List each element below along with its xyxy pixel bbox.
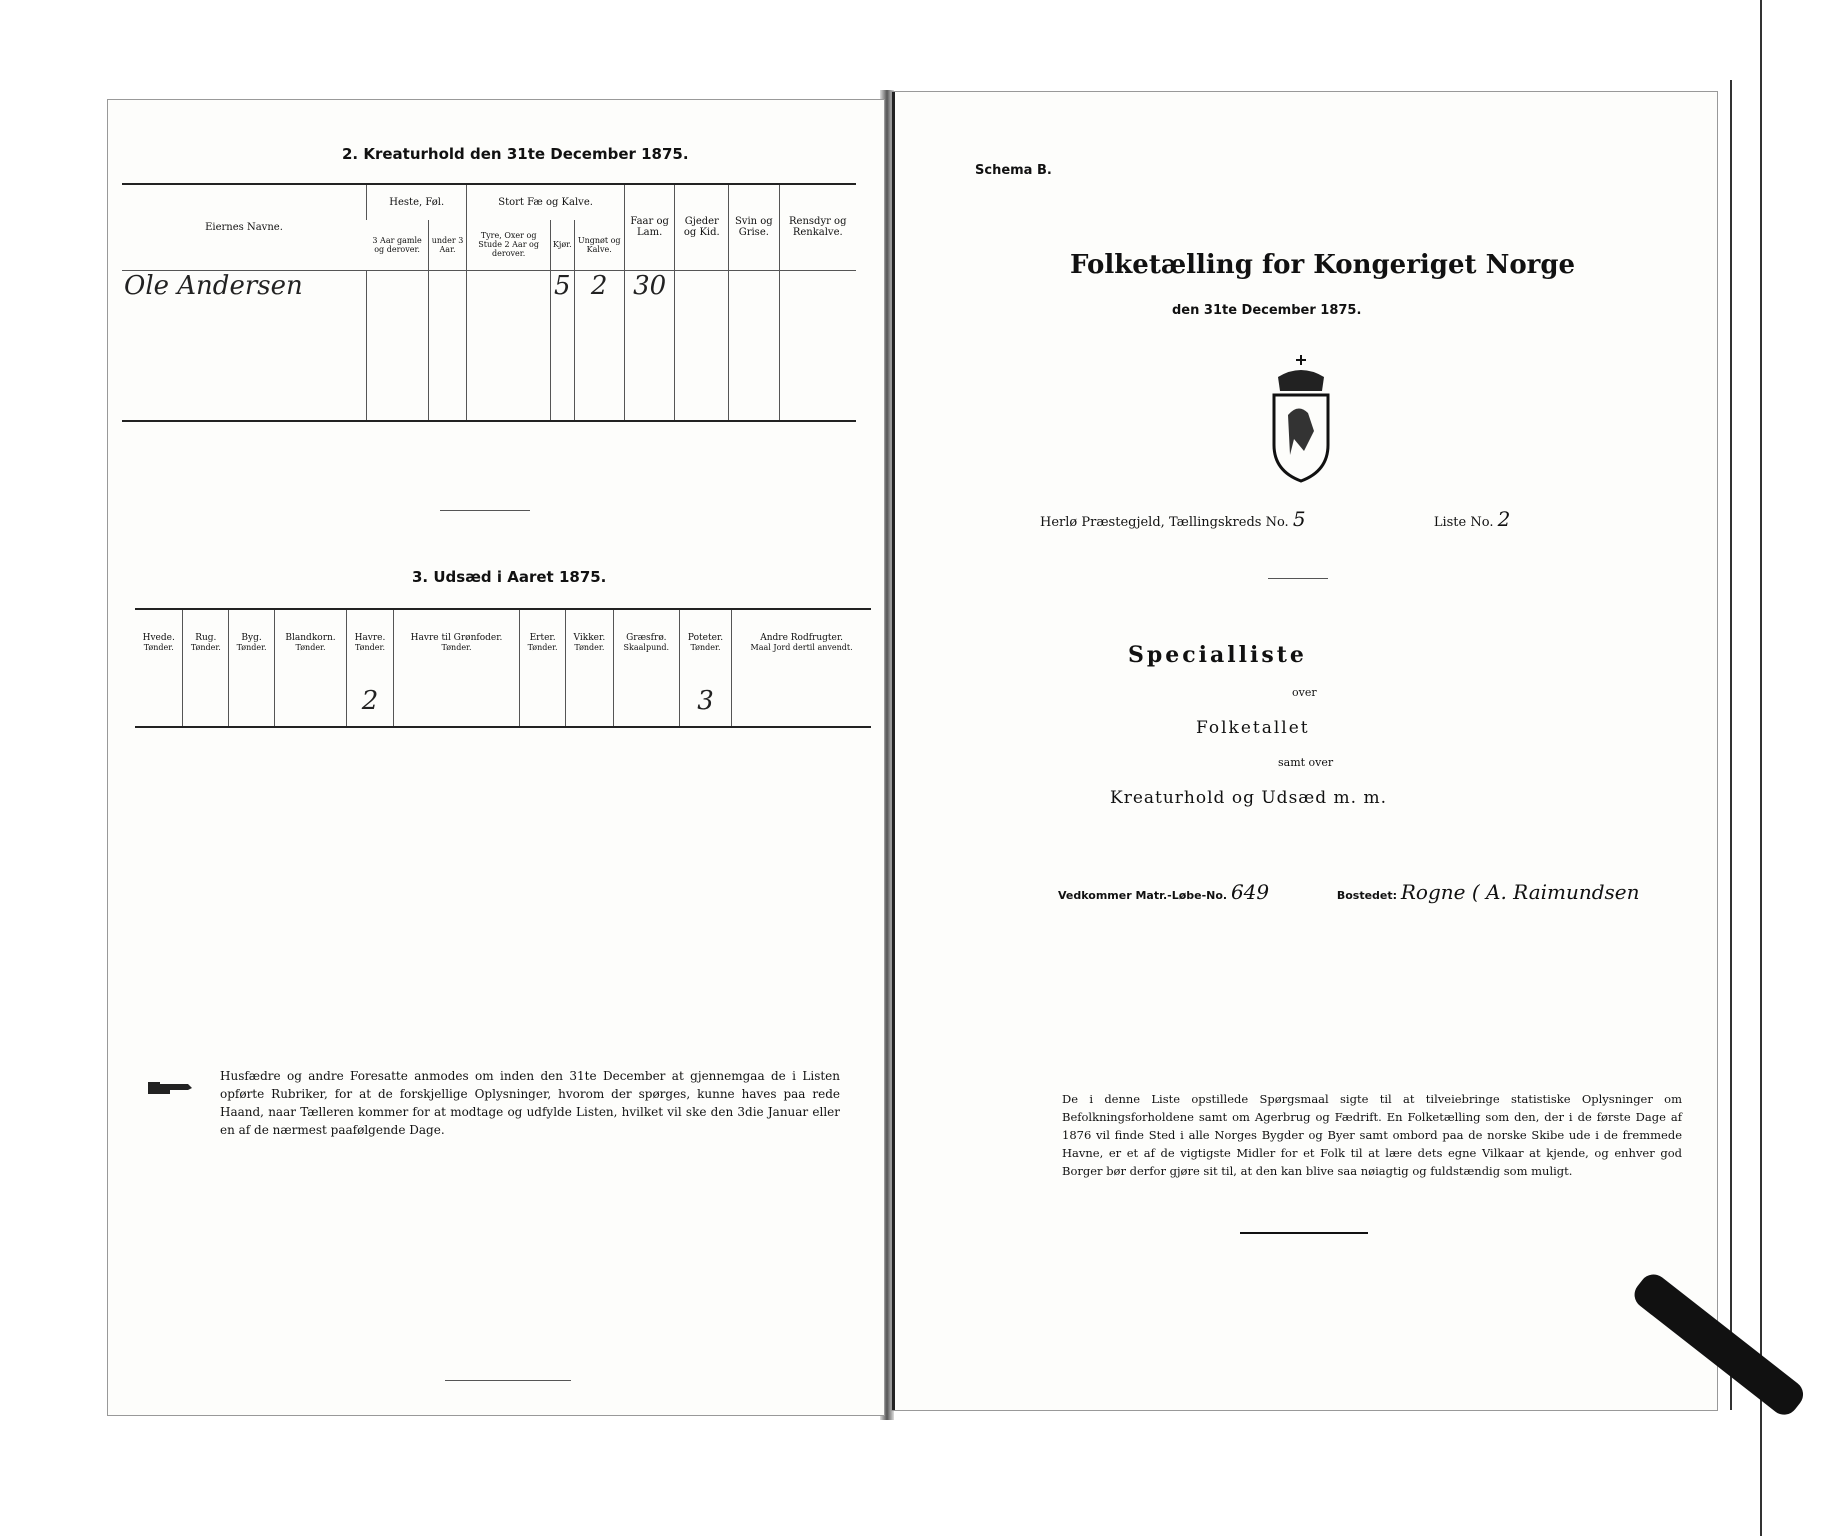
reindeer-header: Rensdyr og Renkalve.: [779, 184, 856, 270]
crop-unit: Tønder.: [143, 643, 174, 652]
sowing-value: [732, 675, 871, 727]
crop-unit: Skaalpund.: [623, 643, 670, 652]
crop-name: Rug.: [195, 633, 217, 643]
young-cattle-value: 2: [574, 270, 624, 301]
parish-label: Herlø Præstegjeld,: [1040, 515, 1165, 530]
sowing-value: [229, 675, 275, 727]
pigs-header: Svin og Grise.: [729, 184, 779, 270]
bulls-header: Tyre, Oxer og Stude 2 Aar og derover.: [467, 220, 550, 270]
crop-unit: Tønder.: [441, 643, 472, 652]
crop-unit: Tønder.: [236, 643, 267, 652]
over-label: over: [1292, 686, 1317, 699]
page-edge: [1760, 0, 1762, 1536]
section2-title: 2. Kreaturhold den 31te December 1875.: [342, 145, 689, 163]
sheep-value: 30: [624, 270, 675, 301]
property-number-label: Vedkommer Matr.-Løbe-No.: [1058, 889, 1228, 902]
divider: [1240, 1232, 1368, 1234]
sowing-value: [520, 675, 566, 727]
sowing-value: 2: [347, 675, 394, 727]
property-number: 649: [1230, 880, 1270, 904]
crop-name: Byg.: [241, 633, 262, 643]
crop-unit: Tønder.: [574, 643, 605, 652]
instruction-note: Husfædre og andre Foresatte anmodes om inden den 31te December at gjennemgaa de i Listen opførte Rubriker, for at de forskjellige Oplysninger, hvorom der spørges, kunne haves paa rede Haand, naar Tælleren kommer for at modtage og udfylde Listen, hvilket vil ske den 3die Januar eller en af de nærmest paafølgende Dage.: [220, 1069, 840, 1137]
crop-unit: Tønder.: [354, 643, 385, 652]
crop-unit: Tønder.: [190, 643, 221, 652]
crop-name: Havre til Grønfoder.: [410, 633, 503, 643]
owner-name: Ole Andersen: [124, 270, 303, 301]
young-cattle-header: Ungnøt og Kalve.: [574, 220, 624, 270]
sowing-header: [732, 609, 871, 675]
sowing-value: [565, 675, 613, 727]
sowing-table: [135, 608, 871, 728]
livestock-sowing-label: Kreaturhold og Udsæd m. m.: [1110, 788, 1388, 808]
sowing-header: [229, 609, 275, 675]
horses-header: Heste, Føl.: [367, 184, 467, 220]
sowing-header: [520, 609, 566, 675]
list-number: 2: [1497, 507, 1511, 531]
cattle-header: Stort Fæ og Kalve.: [467, 184, 624, 220]
sowing-header: [393, 609, 519, 675]
crop-unit: Tønder.: [295, 643, 326, 652]
location-line: [1040, 507, 1510, 531]
sowing-value: [274, 675, 346, 727]
schema-label: Schema B.: [975, 163, 1052, 178]
right-page: [892, 92, 1717, 1410]
sowing-value: [135, 675, 183, 727]
crop-name: Andre Rodfrugter.: [760, 633, 844, 643]
special-list-title: Specialliste: [1128, 642, 1307, 668]
page-edge: [1730, 80, 1732, 1410]
goats-header: Gjeder og Kid.: [675, 184, 729, 270]
census-title: Folketælling for Kongeriget Norge: [1070, 250, 1576, 280]
sowing-header: [565, 609, 613, 675]
crop-unit: Maal Jord dertil anvendt.: [750, 643, 853, 652]
district-label: Tællingskreds No.: [1168, 515, 1289, 530]
also-over-label: samt over: [1278, 756, 1334, 769]
sowing-header: [183, 609, 229, 675]
district-number: 5: [1292, 507, 1306, 531]
pointing-hand-icon: [148, 1078, 194, 1098]
purpose-note: De i denne Liste opstillede Spørgsmaal sigte til at tilveiebringe statistiske Oplysninger om Befolkningsforholdene samt om Agerbrug og Fædrift. En Folketælling som den, der i de første Dage af 1876 vil finde Sted i alle Norges Bygder og Byer samt ombord paa de norske Skibe ude i de fremmede Havne, er et af de vigtigste Midler for et Folk til at lære dets egne Vilkaar at kjende, og enhver god Borger bør derfor gjøre sit til, at den kan blive saa nøiagtig og fuldstændig som muligt.: [1062, 1092, 1682, 1178]
residence-value: Rogne ( A. Raimundsen: [1400, 880, 1640, 904]
sowing-header: [135, 609, 183, 675]
sowing-header: [347, 609, 394, 675]
property-line: [1058, 880, 1640, 904]
section3-title: 3. Udsæd i Aaret 1875.: [412, 568, 607, 586]
crop-unit: Tønder.: [690, 643, 721, 652]
crop-name: Græsfrø.: [626, 633, 667, 643]
sheep-header: Faar og Lam.: [624, 184, 675, 270]
residence-label: Bostedet:: [1336, 889, 1398, 902]
sowing-header: [679, 609, 731, 675]
divider: [445, 1380, 571, 1381]
sowing-value: [183, 675, 229, 727]
crop-name: Erter.: [529, 633, 556, 643]
crop-unit: Tønder.: [527, 643, 558, 652]
sowing-value: [613, 675, 679, 727]
population-label: Folketallet: [1196, 718, 1310, 738]
list-label: Liste No.: [1433, 515, 1494, 530]
cows-value: 5: [550, 270, 574, 301]
horses-young-header: under 3 Aar.: [428, 220, 467, 270]
coat-of-arms-icon: [1264, 355, 1338, 485]
census-date: den 31te December 1875.: [1172, 303, 1362, 318]
sowing-header: [613, 609, 679, 675]
sowing-header: [274, 609, 346, 675]
crop-name: Hvede.: [142, 633, 175, 643]
owner-header: Eiernes Navne.: [122, 184, 367, 270]
divider: [440, 510, 530, 511]
sowing-value: [393, 675, 519, 727]
horses-old-header: 3 Aar gamle og derover.: [372, 235, 422, 254]
livestock-table: [122, 183, 856, 422]
sowing-value: 3: [679, 675, 731, 727]
cows-header: Kjør.: [550, 220, 574, 270]
crop-name: Blandkorn.: [285, 633, 336, 643]
crop-name: Poteter.: [687, 633, 724, 643]
divider: [1268, 578, 1328, 579]
crop-name: Havre.: [354, 633, 386, 643]
crop-name: Vikker.: [573, 633, 606, 643]
